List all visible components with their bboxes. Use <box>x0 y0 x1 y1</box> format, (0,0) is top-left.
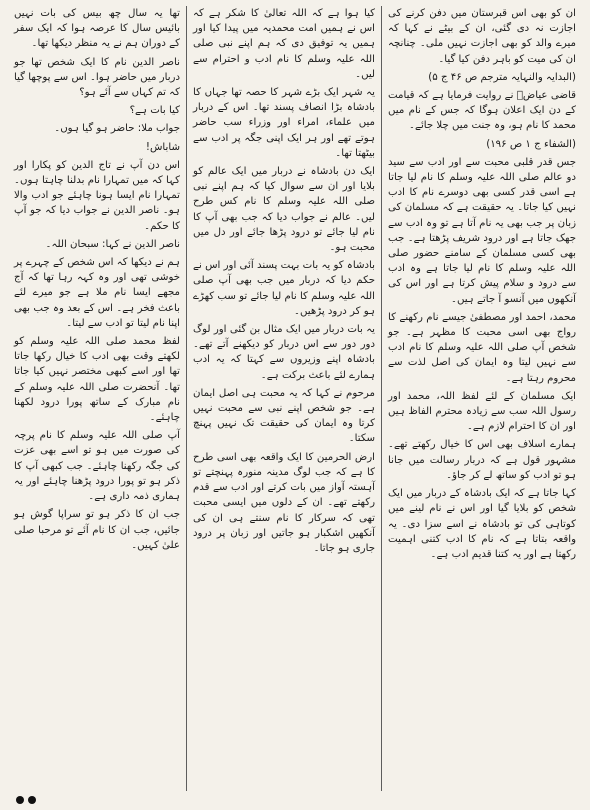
article-paragraph: یہ بات دربار میں ایک مثال بن گئی اور لوگ دور دور سے اس دربار کو دیکھنے آتے تھے۔ بادشاہ اپنے وزیروں سے کہتا کہ یہ ادب ہمارے لئے باعث برکت ہے۔ <box>193 324 375 381</box>
article-paragraph: محمد، احمد اور مصطفیٰ جیسے نام رکھنے کا رواج بھی اسی محبت کا مظہر ہے۔ جو شخص آپ صلی اللہ علیہ وسلم کا نام ادب سے نہیں لیتا وہ ایمان کی اصل لذت سے محروم رہتا ہے۔ <box>388 311 576 384</box>
article-paragraph: کہا جاتا ہے کہ ایک بادشاہ کے دربار میں ایک شخص کو بلایا گیا اور اس نے نام لینے میں کوتاہی کی تو بادشاہ نے اسے سزا دی۔ یہ واقعہ بتاتا ہے کہ نام کا ادب کتنی اہمیت رکھتا ہے اور یہ کتنا قدیم ادب ہے۔ <box>388 488 576 560</box>
article-columns <box>8 6 582 791</box>
article-paragraph: تھا یہ سال چھ بیس کی بات نہیں بائیس سال کا عرصہ ہوا کہ ایک سفر کے دوران ہم نے یہ منظر دیکھا تھا۔ <box>14 8 180 50</box>
article-paragraph: ہم نے دیکھا کہ اس شخص کے چہرے پر خوشی تھی اور وہ کہہ رہا تھا کہ آج مجھے ایسا نام ملا ہے جو میرے لئے باعث فخر ہے۔ اس کے بعد وہ جب بھی اپنا نام لیتا تو ادب سے لیتا۔ <box>14 257 180 329</box>
article-paragraph: جس قدر قلبی محبت سے اور ادب سے سید دو عالم صلی اللہ علیہ وسلم کا نام لیا جاتا ہے اسی قدر کسی بھی دوسرے نام کا ادب نہیں کیا جاتا۔ یہ حقیقت ہے کہ مسلمان کی زبان پر جب بھی یہ نام آتا ہے تو وہ ادب سے جھک جاتا ہے اور درود شریف پڑھتا ہے۔ جب بھی کسی مسلمان کے سامنے حضور صلی اللہ علیہ وسلم کا نام لیا جاتا ہے وہ ادب سے درود و سلام پیش کرتا ہے اور اس کی آنکھوں میں آنسو آ جاتے ہیں۔ <box>388 156 576 305</box>
bullet-dot-icon <box>16 796 24 804</box>
article-paragraph: کیا ہوا ہے کہ اللہ تعالیٰ کا شکر ہے کہ اس نے ہمیں امت محمدیہ میں پیدا کیا اور ہمیں یہ توفیق دی کہ ہم اپنے نبی صلی اللہ علیہ وسلم کا نام ادب و احترام سے لیں۔ <box>193 8 375 80</box>
article-paragraph: (الشفاء ج ۱ ص ۱۹۶) <box>486 138 576 150</box>
article-paragraph: اس دن آپ نے تاج الدین کو پکارا اور کہا کہ میں تمہارا نام بدلنا چاہتا ہوں۔ تمہارا نام ایسا ہونا چاہئے جو ادب والا ہو۔ ناصر الدین نے جواب دیا کہ جو آپ کا حکم۔ <box>14 159 180 232</box>
article-paragraph: مرحوم نے کہا کہ یہ محبت ہی اصل ایمان ہے۔ جو شخص اپنے نبی سے محبت نہیں کرتا وہ ایمان کی حقیقت تک نہیں پہنچ سکتا۔ <box>193 387 375 445</box>
column-right <box>382 6 582 791</box>
article-paragraph: ایک مسلمان کے لئے لفظ اللہ، محمد اور رسول اللہ سب سے زیادہ محترم الفاظ ہیں اور ان کا احترام لازم ہے۔ <box>388 390 576 433</box>
article-paragraph: بادشاہ کو یہ بات بہت پسند آئی اور اس نے حکم دیا کہ دربار میں جب بھی آپ صلی اللہ علیہ وسلم کا نام لیا جائے تو سب کھڑے ہو کر درود پڑھیں۔ <box>193 260 375 317</box>
article-paragraph: (البدایہ والنہایہ مترجم ص ۴۶ ج ۵) <box>428 71 576 83</box>
article-paragraph: ناصر الدین نام کا ایک شخص تھا جو دربار میں حاضر ہوا۔ اس سے پوچھا گیا کہ تم کہاں سے آئے ہو؟ <box>14 56 180 99</box>
article-paragraph: جواب ملا: حاضر ہو گیا ہوں۔ <box>54 123 180 135</box>
article-paragraph: ہمارے اسلاف بھی اس کا خیال رکھتے تھے۔ مشہور قول ہے کہ دربار رسالت میں جانا ہو تو ادب کو ساتھ لے کر جاؤ۔ <box>388 439 576 481</box>
article-paragraph: ایک دن بادشاہ نے دربار میں ایک عالم کو بلایا اور ان سے سوال کیا کہ ہم اپنے نبی صلی اللہ علیہ وسلم کا نام کس طرح لیں۔ عالم نے جواب دیا کہ جب بھی آپ کا نام لیا جائے تو درود پڑھا جائے اور دل میں محبت ہو۔ <box>193 166 375 254</box>
article-paragraph: جب ان کا ذکر ہو تو سراپا گوش ہو جائیں، جب ان کا نام آئے تو مرحبا صلی علیٰ کہیں۔ <box>14 509 180 551</box>
article-paragraph: یہ شہر ایک بڑے شہر کا حصہ تھا جہاں کا بادشاہ بڑا انصاف پسند تھا۔ اس کے دربار میں علماء، امراء اور وزراء سب حاضر ہوتے تھے اور ہر ایک اپنی جگہ پر ادب سے بیٹھتا تھا۔ <box>193 87 375 159</box>
column-left <box>8 6 187 791</box>
bullet-dot-icon <box>28 796 36 804</box>
column-middle <box>187 6 382 791</box>
article-paragraph: آپ صلی اللہ علیہ وسلم کا نام پرچہ کی صورت میں ہو تو اسے بھی عزت کی جگہ رکھنا چاہئے۔ جب کبھی آپ کا ذکر ہو تو پورا درود پڑھنا چاہئے اور یہ ہماری ذمہ داری ہے۔ <box>14 430 180 503</box>
article-paragraph: کیا بات ہے؟ <box>129 105 180 117</box>
article-paragraph: قاضی عیاضؒ نے روایت فرمایا ہے کہ قیامت کے دن ایک اعلان ہوگا کہ جس کے نام میں محمد کا نام ہو، وہ جنت میں چلا جائے۔ <box>388 90 576 132</box>
article-paragraph: ارض الحرمین کا ایک واقعہ بھی اسی طرح کا ہے کہ جب لوگ مدینہ منورہ پہنچتے تو آہستہ آواز میں بات کرتے اور ادب سے قدم رکھتے تھے۔ ان کے دلوں میں ایسی محبت تھی کہ سرکار کا نام سنتے ہی ان کی آنکھیں اشکبار ہو جاتیں اور زبان پر درود جاری ہو جاتا۔ <box>193 451 375 554</box>
page-footer-marks <box>16 796 36 804</box>
article-paragraph: لفظ محمد صلی اللہ علیہ وسلم کو لکھتے وقت بھی ادب کا خیال رکھا جاتا تھا اور اسے کبھی مختصر نہیں کیا جاتا تھا۔ آنحضرت صلی اللہ علیہ وسلم کے نام مبارک کے ساتھ پورا درود لکھنا چاہئے۔ <box>14 336 180 424</box>
article-paragraph: شاباش! <box>145 141 180 153</box>
article-paragraph: ناصر الدین نے کہا: سبحان اللہ۔ <box>45 238 180 250</box>
article-paragraph: ان کو بھی اس قبرستان میں دفن کرنے کی اجازت نہ دی گئی، ان کے بیٹے نے کہا کہ میرے والد کو بھی اجازت نہیں ملی۔ چنانچہ ان کی میت کو باہر دفن کیا گیا۔ <box>388 8 576 65</box>
